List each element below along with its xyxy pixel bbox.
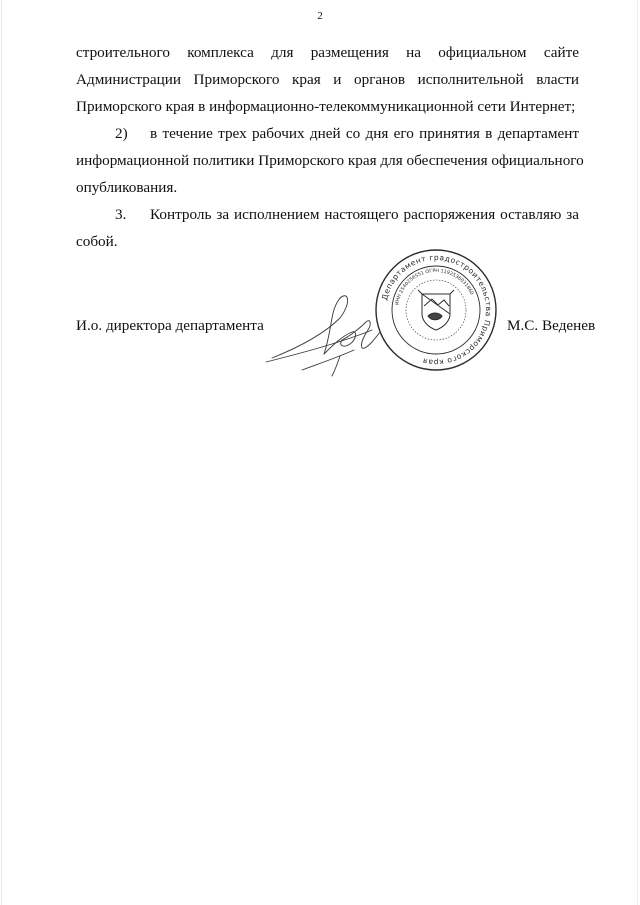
signatory-name: М.С. Веденев	[507, 317, 596, 334]
signatory-position: И.о. директора департамента	[76, 317, 264, 334]
paragraph-3-line-1: Контроль за исполнением настоящего распоряжения оставляю за	[150, 206, 579, 223]
paragraph-3-marker: 3.	[115, 206, 127, 223]
paragraph-2-line-2: информационной политики Приморского края для обеспечения официального	[76, 152, 584, 169]
paragraph-1-line-2: Администрации Приморского края и органов исполнительной власти	[76, 71, 579, 88]
scan-edge-right	[637, 0, 638, 905]
paragraph-2-line-1: в течение трех рабочих дней со дня его принятия в департамент	[150, 125, 579, 142]
svg-text:Департамент градостроительства: Департамент градостроительства Приморского края	[379, 252, 494, 368]
page-number: 2	[317, 10, 323, 22]
svg-text:ИНН 2540256551 ОГРН 1192536031: ИНН 2540256551 ОГРН 1192536031860	[395, 268, 474, 306]
official-seal	[372, 246, 500, 374]
paragraph-1-line-1: строительного комплекса для размещения на официальном сайте	[76, 44, 579, 61]
scan-edge-left	[1, 0, 2, 905]
paragraph-3-line-2: собой.	[76, 233, 118, 250]
paragraph-2-line-3: опубликования.	[76, 179, 178, 196]
paragraph-1-line-3: Приморского края в информационно-телекоммуникационной сети Интернет;	[76, 98, 576, 115]
paragraph-2-marker: 2)	[115, 125, 128, 142]
